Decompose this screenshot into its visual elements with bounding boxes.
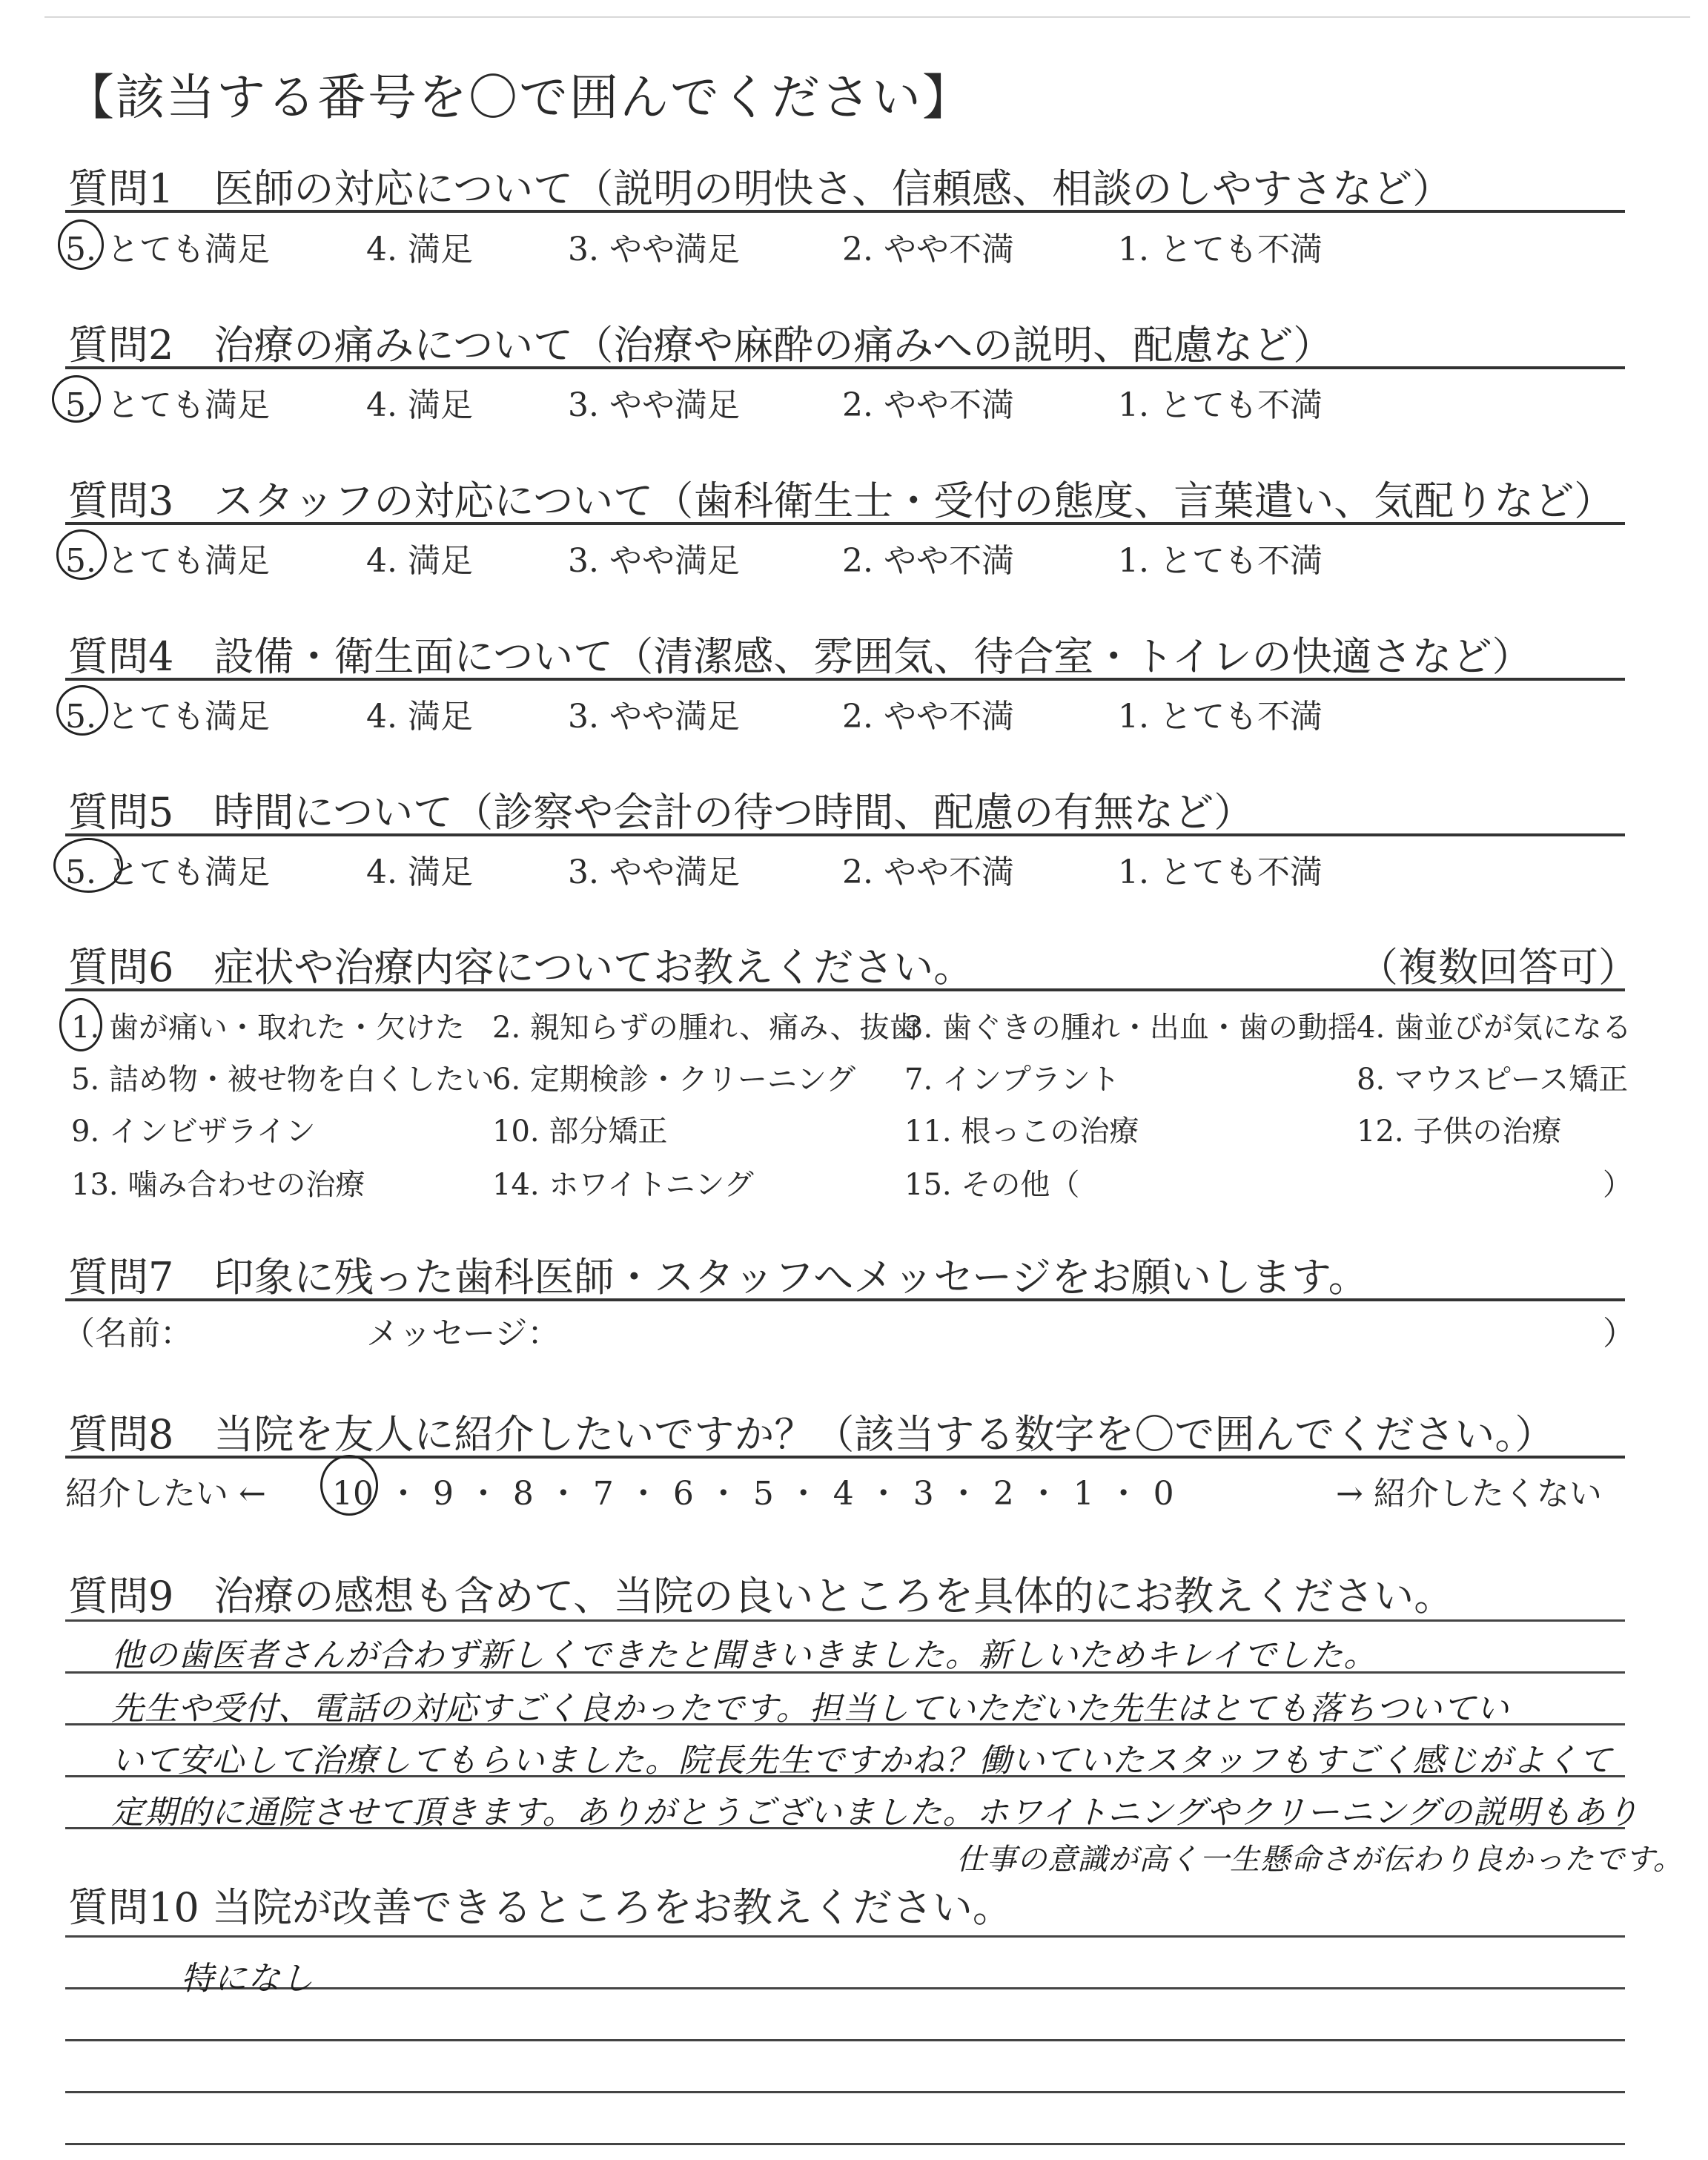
q9-answer-line-2: 先生や受付、電話の対応すごく良かったです。担当していただいた先生はとても落ちついてい	[111, 1690, 1510, 1728]
q10-answer: 特になし	[181, 1960, 314, 1998]
q7-message-label: メッセージ：	[366, 1315, 560, 1353]
q3-answer-circle	[56, 529, 107, 580]
q1-option-2[interactable]: 2. やや不満	[842, 231, 1014, 268]
question-2-title: 質問2 治療の痛みについて（治療や麻酔の痛みへの説明、配慮など）	[68, 322, 1334, 369]
q6-item-10[interactable]: 10. 部分矯正	[492, 1114, 668, 1149]
q3-option-3[interactable]: 3. やや満足	[568, 542, 740, 580]
q10-line-3	[65, 2039, 1625, 2041]
q2-option-3[interactable]: 3. やや満足	[568, 386, 740, 424]
q6-item-14[interactable]: 14. ホワイトニング	[492, 1168, 754, 1202]
q6-item-7[interactable]: 7. インプラント	[904, 1063, 1120, 1097]
q9-answer-line-5: 仕事の意識が高く一生懸命さが伝わり良かったです。	[956, 1843, 1684, 1877]
q4-option-3[interactable]: 3. やや満足	[568, 698, 740, 736]
question-3-rule	[65, 522, 1625, 525]
question-1-rule	[65, 210, 1625, 213]
q5-option-2[interactable]: 2. やや不満	[842, 853, 1014, 891]
q8-answer-circle	[320, 1455, 378, 1516]
q1-option-1[interactable]: 1. とても不満	[1118, 231, 1323, 268]
q3-option-2[interactable]: 2. やや不満	[842, 542, 1014, 580]
q6-item-6[interactable]: 6. 定期検診・クリーニング	[492, 1063, 856, 1097]
q2-option-5[interactable]: 5. とても満足	[65, 386, 270, 424]
q5-option-5[interactable]: 5. とても満足	[65, 853, 270, 891]
q2-option-4[interactable]: 4. 満足	[366, 386, 473, 424]
question-9-title: 質問9 治療の感想も含めて、当院の良いところを具体的にお教えください。	[68, 1573, 1454, 1619]
q4-option-2[interactable]: 2. やや不満	[842, 698, 1014, 736]
q4-option-5[interactable]: 5. とても満足	[65, 698, 270, 736]
question-7-rule	[65, 1298, 1625, 1301]
q1-answer-circle	[58, 219, 104, 270]
q7-close-paren: ）	[1603, 1315, 1635, 1353]
question-10-title: 質問10 当院が改善できるところをお教えください。	[68, 1884, 1013, 1931]
q5-option-3[interactable]: 3. やや満足	[568, 853, 740, 891]
q3-option-1[interactable]: 1. とても不満	[1118, 542, 1323, 580]
q10-line-4	[65, 2091, 1625, 2093]
question-8-title: 質問8 当院を友人に紹介したいですか？（該当する数字を〇で囲んでください。）	[68, 1411, 1555, 1458]
q6-item-12[interactable]: 12. 子供の治療	[1357, 1114, 1562, 1149]
question-2-rule	[65, 366, 1625, 369]
question-7-title: 質問7 印象に残った歯科医師・スタッフへメッセージをお願いします。	[68, 1254, 1368, 1301]
question-5-title: 質問5 時間について（診察や会計の待つ時間、配慮の有無など）	[68, 789, 1254, 836]
q5-option-4[interactable]: 4. 満足	[366, 853, 473, 891]
q6-item-8[interactable]: 8. マウスピース矯正	[1357, 1063, 1629, 1097]
q2-option-1[interactable]: 1. とても不満	[1118, 386, 1323, 424]
q6-item-15[interactable]: 15. その他（	[904, 1168, 1080, 1202]
q6-item-2[interactable]: 2. 親知らずの腫れ、痛み、抜歯	[492, 1011, 919, 1045]
q3-option-4[interactable]: 4. 満足	[366, 542, 473, 580]
q4-answer-circle	[56, 685, 108, 736]
q10-line-1	[65, 1935, 1625, 1938]
q6-item-13[interactable]: 13. 噛み合わせの治療	[71, 1168, 365, 1202]
q9-answer-line-4: 定期的に通院させて頂きます。ありがとうございました。ホワイトニングやクリーニングの説明もあり	[111, 1794, 1640, 1832]
question-4-title: 質問4 設備・衛生面について（清潔感、雰囲気、待合室・トイレの快適さなど）	[68, 633, 1532, 680]
question-5-rule	[65, 833, 1625, 836]
q8-scale[interactable]: 10 ・ 9 ・ 8 ・ 7 ・ 6 ・ 5 ・ 4 ・ 3 ・ 2 ・ 1 ・ 0	[332, 1475, 1174, 1513]
q2-answer-circle	[52, 375, 101, 423]
q6-answer-circle	[59, 998, 102, 1051]
q2-option-2[interactable]: 2. やや不満	[842, 386, 1014, 424]
q1-option-3[interactable]: 3. やや満足	[568, 231, 740, 268]
q6-item-1[interactable]: 1. 歯が痛い・取れた・欠けた	[71, 1011, 465, 1045]
q3-option-5[interactable]: 5. とても満足	[65, 542, 270, 580]
question-6-rule	[65, 988, 1625, 991]
q5-option-1[interactable]: 1. とても不満	[1118, 853, 1323, 891]
q6-item-5[interactable]: 5. 詰め物・被せ物を白くしたい	[71, 1063, 494, 1097]
instructions-header: 【該当する番号を〇で囲んでください】	[65, 69, 973, 126]
question-1-title: 質問1 医師の対応について（説明の明快さ、信頼感、相談のしやすさなど）	[68, 165, 1453, 212]
q1-option-4[interactable]: 4. 満足	[366, 231, 473, 268]
question-6-title: 質問6 症状や治療内容についてお教えください。	[68, 944, 974, 991]
q6-item-15-close: ）	[1603, 1168, 1632, 1202]
q6-item-9[interactable]: 9. インビザライン	[71, 1114, 316, 1149]
question-4-rule	[65, 678, 1625, 681]
q10-line-5	[65, 2143, 1625, 2145]
q7-name-label: （名前：	[62, 1315, 193, 1353]
q6-item-11[interactable]: 11. 根っこの治療	[904, 1114, 1139, 1149]
q5-answer-circle	[53, 838, 123, 893]
question-8-rule	[65, 1456, 1625, 1459]
q8-right-label: → 紹介したくない	[1336, 1475, 1602, 1513]
question-3-title: 質問3 スタッフの対応について（歯科衛生士・受付の態度、言葉遣い、気配りなど）	[68, 478, 1615, 524]
q6-item-3[interactable]: 3. 歯ぐきの腫れ・出血・歯の動揺	[904, 1011, 1357, 1045]
question-6-note: （複数回答可）	[1358, 944, 1638, 991]
q8-left-label: 紹介したい ←	[65, 1475, 266, 1513]
q1-option-5[interactable]: 5. とても満足	[65, 231, 270, 268]
top-border	[44, 16, 1690, 18]
q9-answer-line-3: いて安心して治療してもらいました。院長先生ですかね？働いていたスタッフもすごく感じがよくて	[111, 1742, 1612, 1780]
q6-item-4[interactable]: 4. 歯並びが気になる	[1357, 1011, 1632, 1045]
q9-answer-line-1: 他の歯医者さんが合わず新しくできたと聞きいきました。新しいためキレイでした。	[111, 1636, 1377, 1674]
q9-line-1	[65, 1619, 1625, 1622]
q4-option-1[interactable]: 1. とても不満	[1118, 698, 1323, 736]
q4-option-4[interactable]: 4. 満足	[366, 698, 473, 736]
